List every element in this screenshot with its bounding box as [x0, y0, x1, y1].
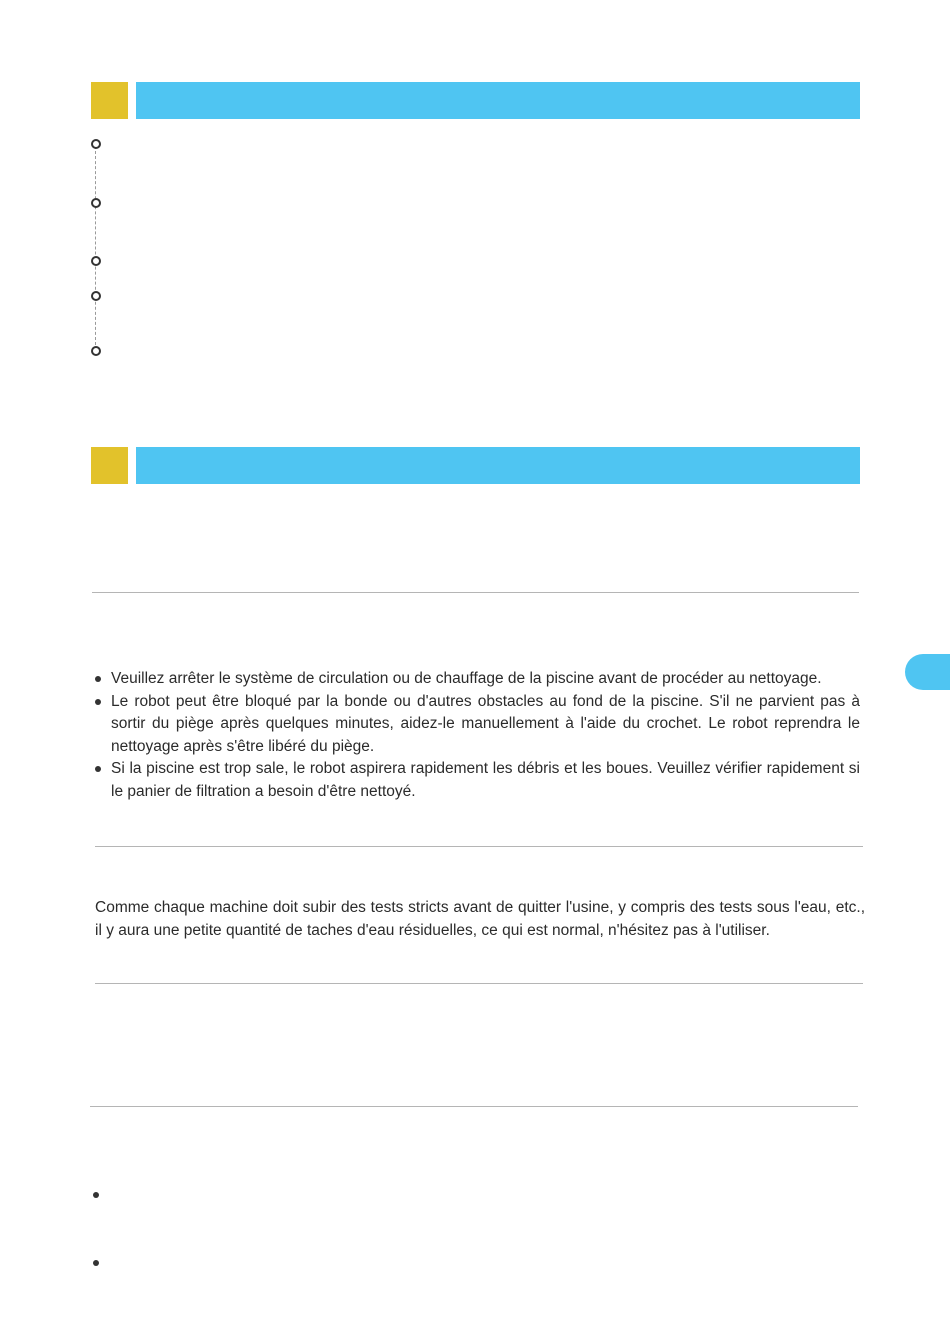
timeline-step-5: [91, 346, 101, 356]
timeline-step-2: [91, 198, 101, 208]
timeline-line: [95, 146, 96, 350]
timeline-step-4: [91, 291, 101, 301]
section-1-marker: [91, 82, 128, 119]
bullet-icon: [93, 1260, 99, 1266]
bullet-icon: [93, 1192, 99, 1198]
divider-4: [90, 1106, 858, 1107]
notes-list: [94, 668, 860, 803]
bullet-icon: [95, 676, 101, 682]
divider-1: [92, 592, 859, 593]
divider-3: [95, 983, 863, 984]
note-item-1: Veuillez arrêter le système de circulation ou de chauffage de la piscine avant de procéder au nettoyage.: [94, 668, 860, 691]
section-1-header-bar: [136, 82, 860, 119]
chapter-side-tab: [905, 654, 950, 690]
factory-note-paragraph: Comme chaque machine doit subir des tests stricts avant de quitter l'usine, y compris des tests sous l'eau, etc., il y aura une petite quantité de taches d'eau résiduelles, ce qui est normal, n'hésitez pas à l'utiliser.: [95, 899, 865, 939]
timeline-step-3: [91, 256, 101, 266]
section-2-marker: [91, 447, 128, 484]
note-item-3: Si la piscine est trop sale, le robot aspirera rapidement les débris et les boues. Veuillez vérifier rapidement si le panier de filtration a besoin d'être nettoyé.: [94, 758, 860, 803]
timeline-step-1: [91, 139, 101, 149]
note-item-2: Le robot peut être bloqué par la bonde ou d'autres obstacles au fond de la piscine. S'il ne parvient pas à sortir du piège après quelques minutes, aidez-le manuellement à l'aide du crochet. Le robot reprendra le nettoyage après s'être libéré du piège.: [94, 691, 860, 759]
bullet-icon: [95, 699, 101, 705]
section-2-header-bar: [136, 447, 860, 484]
divider-2: [95, 846, 863, 847]
bullet-icon: [95, 766, 101, 772]
